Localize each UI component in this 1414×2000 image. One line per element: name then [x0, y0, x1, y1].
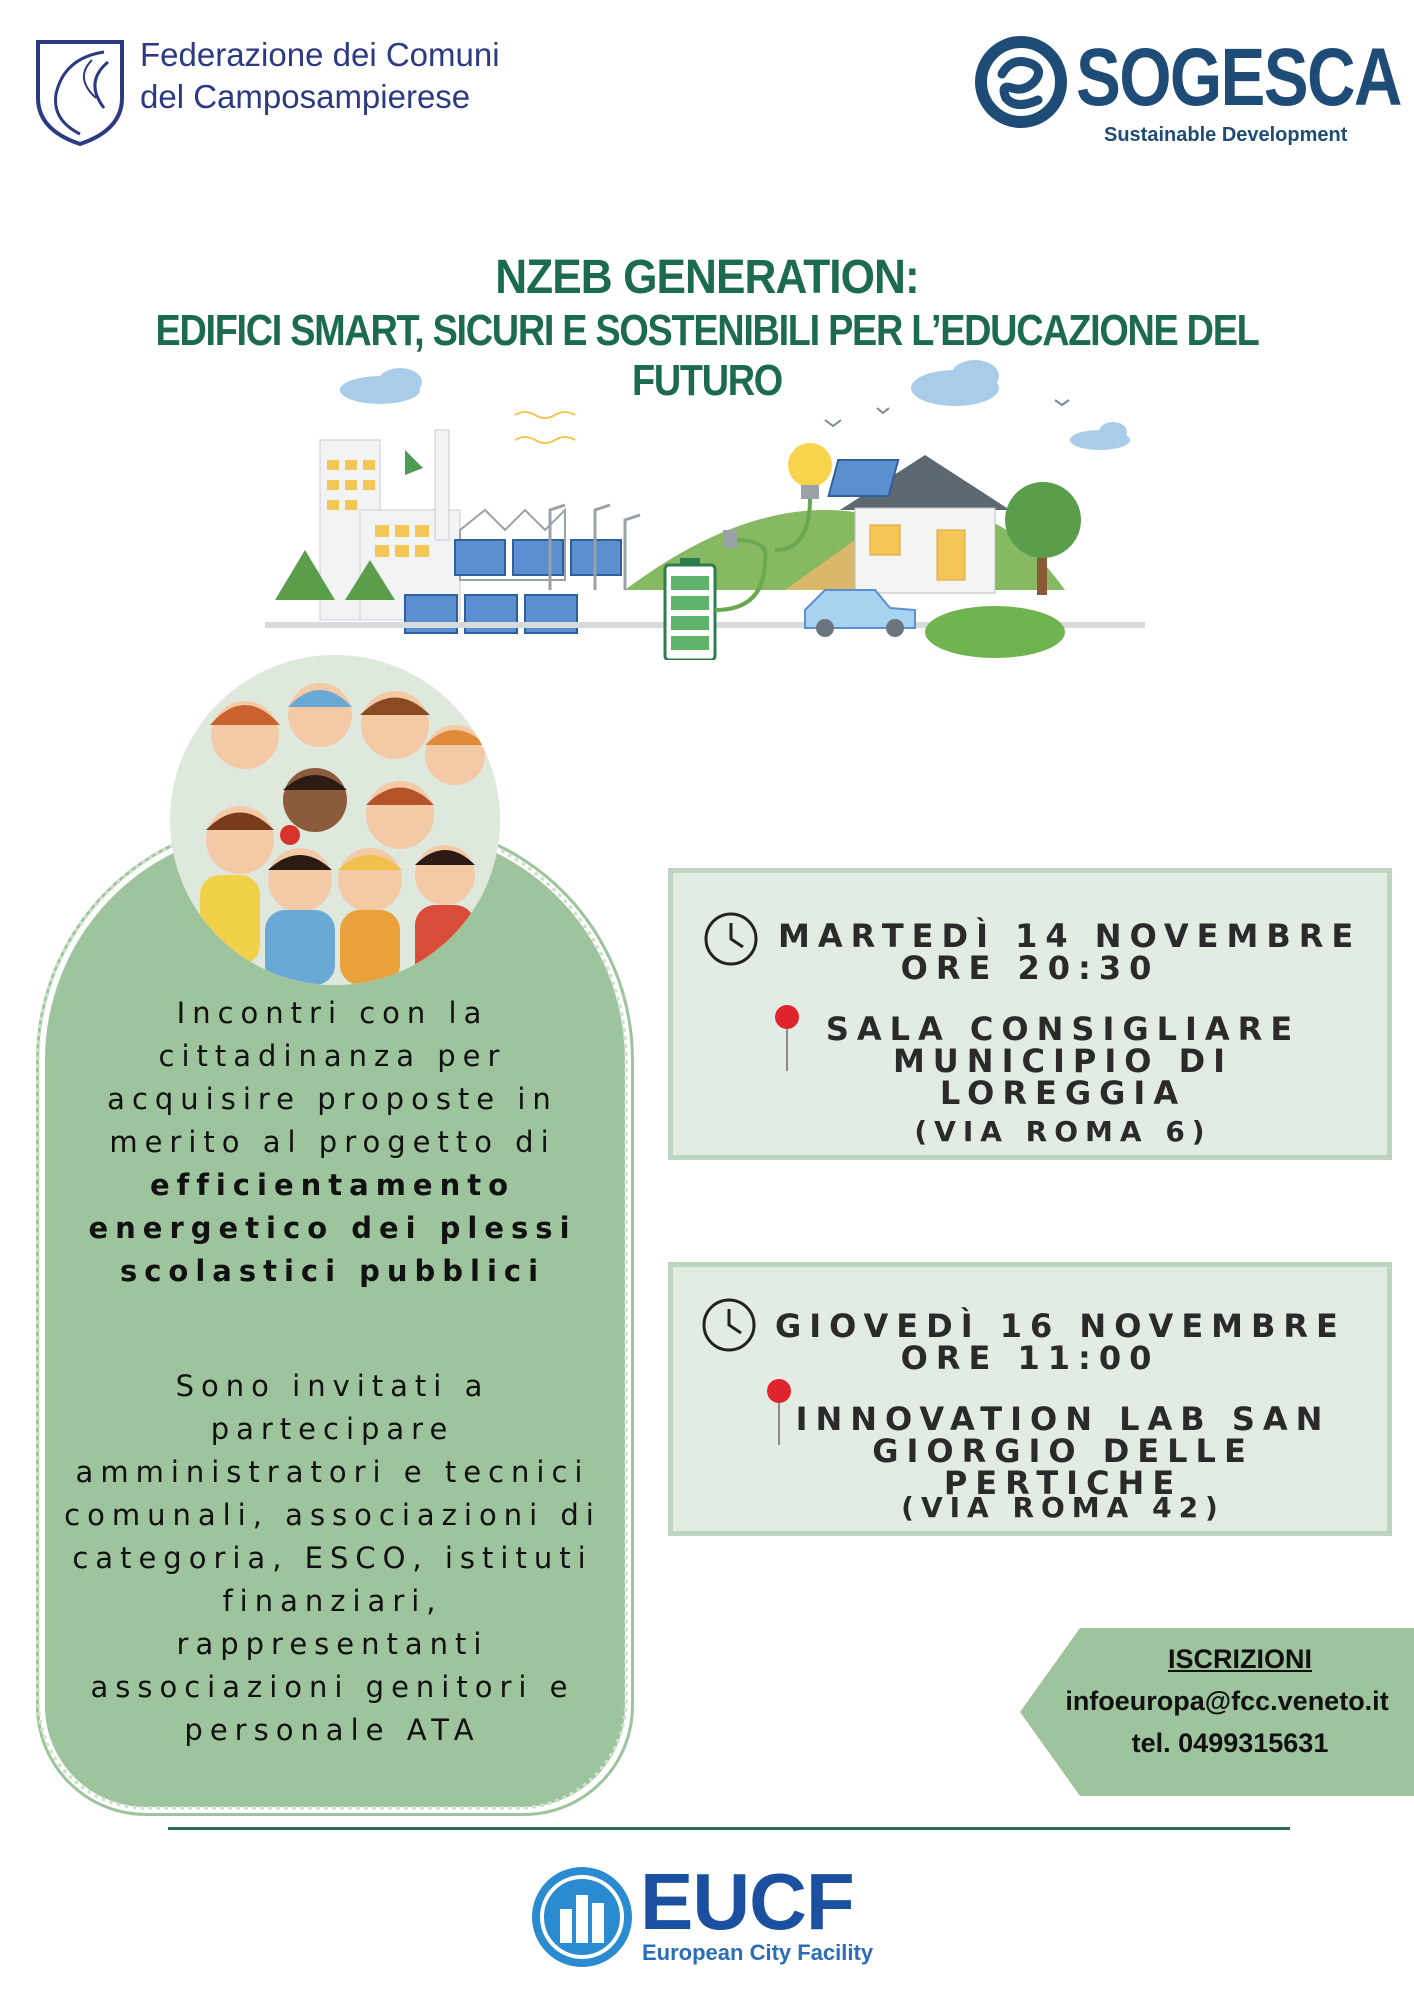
sogesca-name: SOGESCA [1076, 32, 1401, 123]
federation-line1: Federazione dei Comuni [140, 36, 500, 73]
event-place-line1: INNOVATION LAB SAN [795, 1400, 1331, 1438]
sogesca-mark-icon [972, 34, 1070, 130]
page-title: NZEB GENERATION: [495, 251, 919, 304]
eucf-name: EUCF [640, 1857, 854, 1946]
registration-email[interactable]: infoeuropa@fcc.veneto.it [1065, 1686, 1389, 1716]
children-group-icon [170, 655, 500, 985]
intro-text [60, 992, 605, 1293]
eucf-tagline: European City Facility [642, 1940, 874, 1965]
event-date: MARTEDÌ 14 NOVEMBRE [778, 917, 1362, 955]
intro-bold: efficientamento energetico dei plessi scolastici pubblici [88, 1168, 577, 1288]
registration-title: ISCRIZIONI [1167, 1644, 1312, 1674]
intro-plain: Incontri con la cittadinanza per acquisire proposte in merito al progetto di [107, 996, 558, 1159]
footer-divider [168, 1827, 1290, 1830]
event-address: (VIA ROMA 42) [901, 1491, 1225, 1524]
event-place-line1: SALA CONSIGLIARE [825, 1010, 1301, 1048]
invited-text: Sono invitati a partecipare amministratori e tecnici comunali, associazioni di categoria, ESCO, istituti finanziari, rappresentanti associazioni genitori e personale ATA [64, 1369, 601, 1747]
federation-name [140, 34, 500, 118]
federation-line2: del Camposampierese [140, 78, 471, 115]
sogesca-tagline: Sustainable Development [1104, 124, 1348, 146]
eucf-building-icon [530, 1865, 634, 1969]
event-place [793, 1400, 1333, 1502]
federation-crest-icon [34, 38, 126, 148]
event-time: ORE 20:30 [900, 949, 1160, 987]
event-card-1 [668, 868, 1392, 1160]
event-address: (VIA ROMA 6) [914, 1115, 1212, 1148]
sustainable-city-illustration [265, 360, 1145, 660]
page-subtitle: EDIFICI SMART, SICURI E SOSTENIBILI PER L’EDUCAZIONE DEL FUTURO [155, 306, 1259, 405]
event-place-line2: GIORGIO DELLE [872, 1432, 1254, 1470]
location-pin-icon [773, 1003, 801, 1073]
event-place-line3: PERTICHE [943, 1464, 1183, 1502]
event-date: GIOVEDÌ 16 NOVEMBRE [775, 1307, 1346, 1345]
event-place-line3: LOREGGIA [939, 1074, 1187, 1112]
location-pin-icon [765, 1377, 793, 1447]
event-place-line2: MUNICIPIO DI [892, 1042, 1234, 1080]
event-place [823, 1010, 1303, 1112]
registration-phone[interactable]: tel. 0499315631 [1131, 1728, 1329, 1758]
event-card-2 [668, 1262, 1392, 1536]
event-time: ORE 11:00 [900, 1339, 1160, 1377]
children-illustration [170, 655, 500, 985]
